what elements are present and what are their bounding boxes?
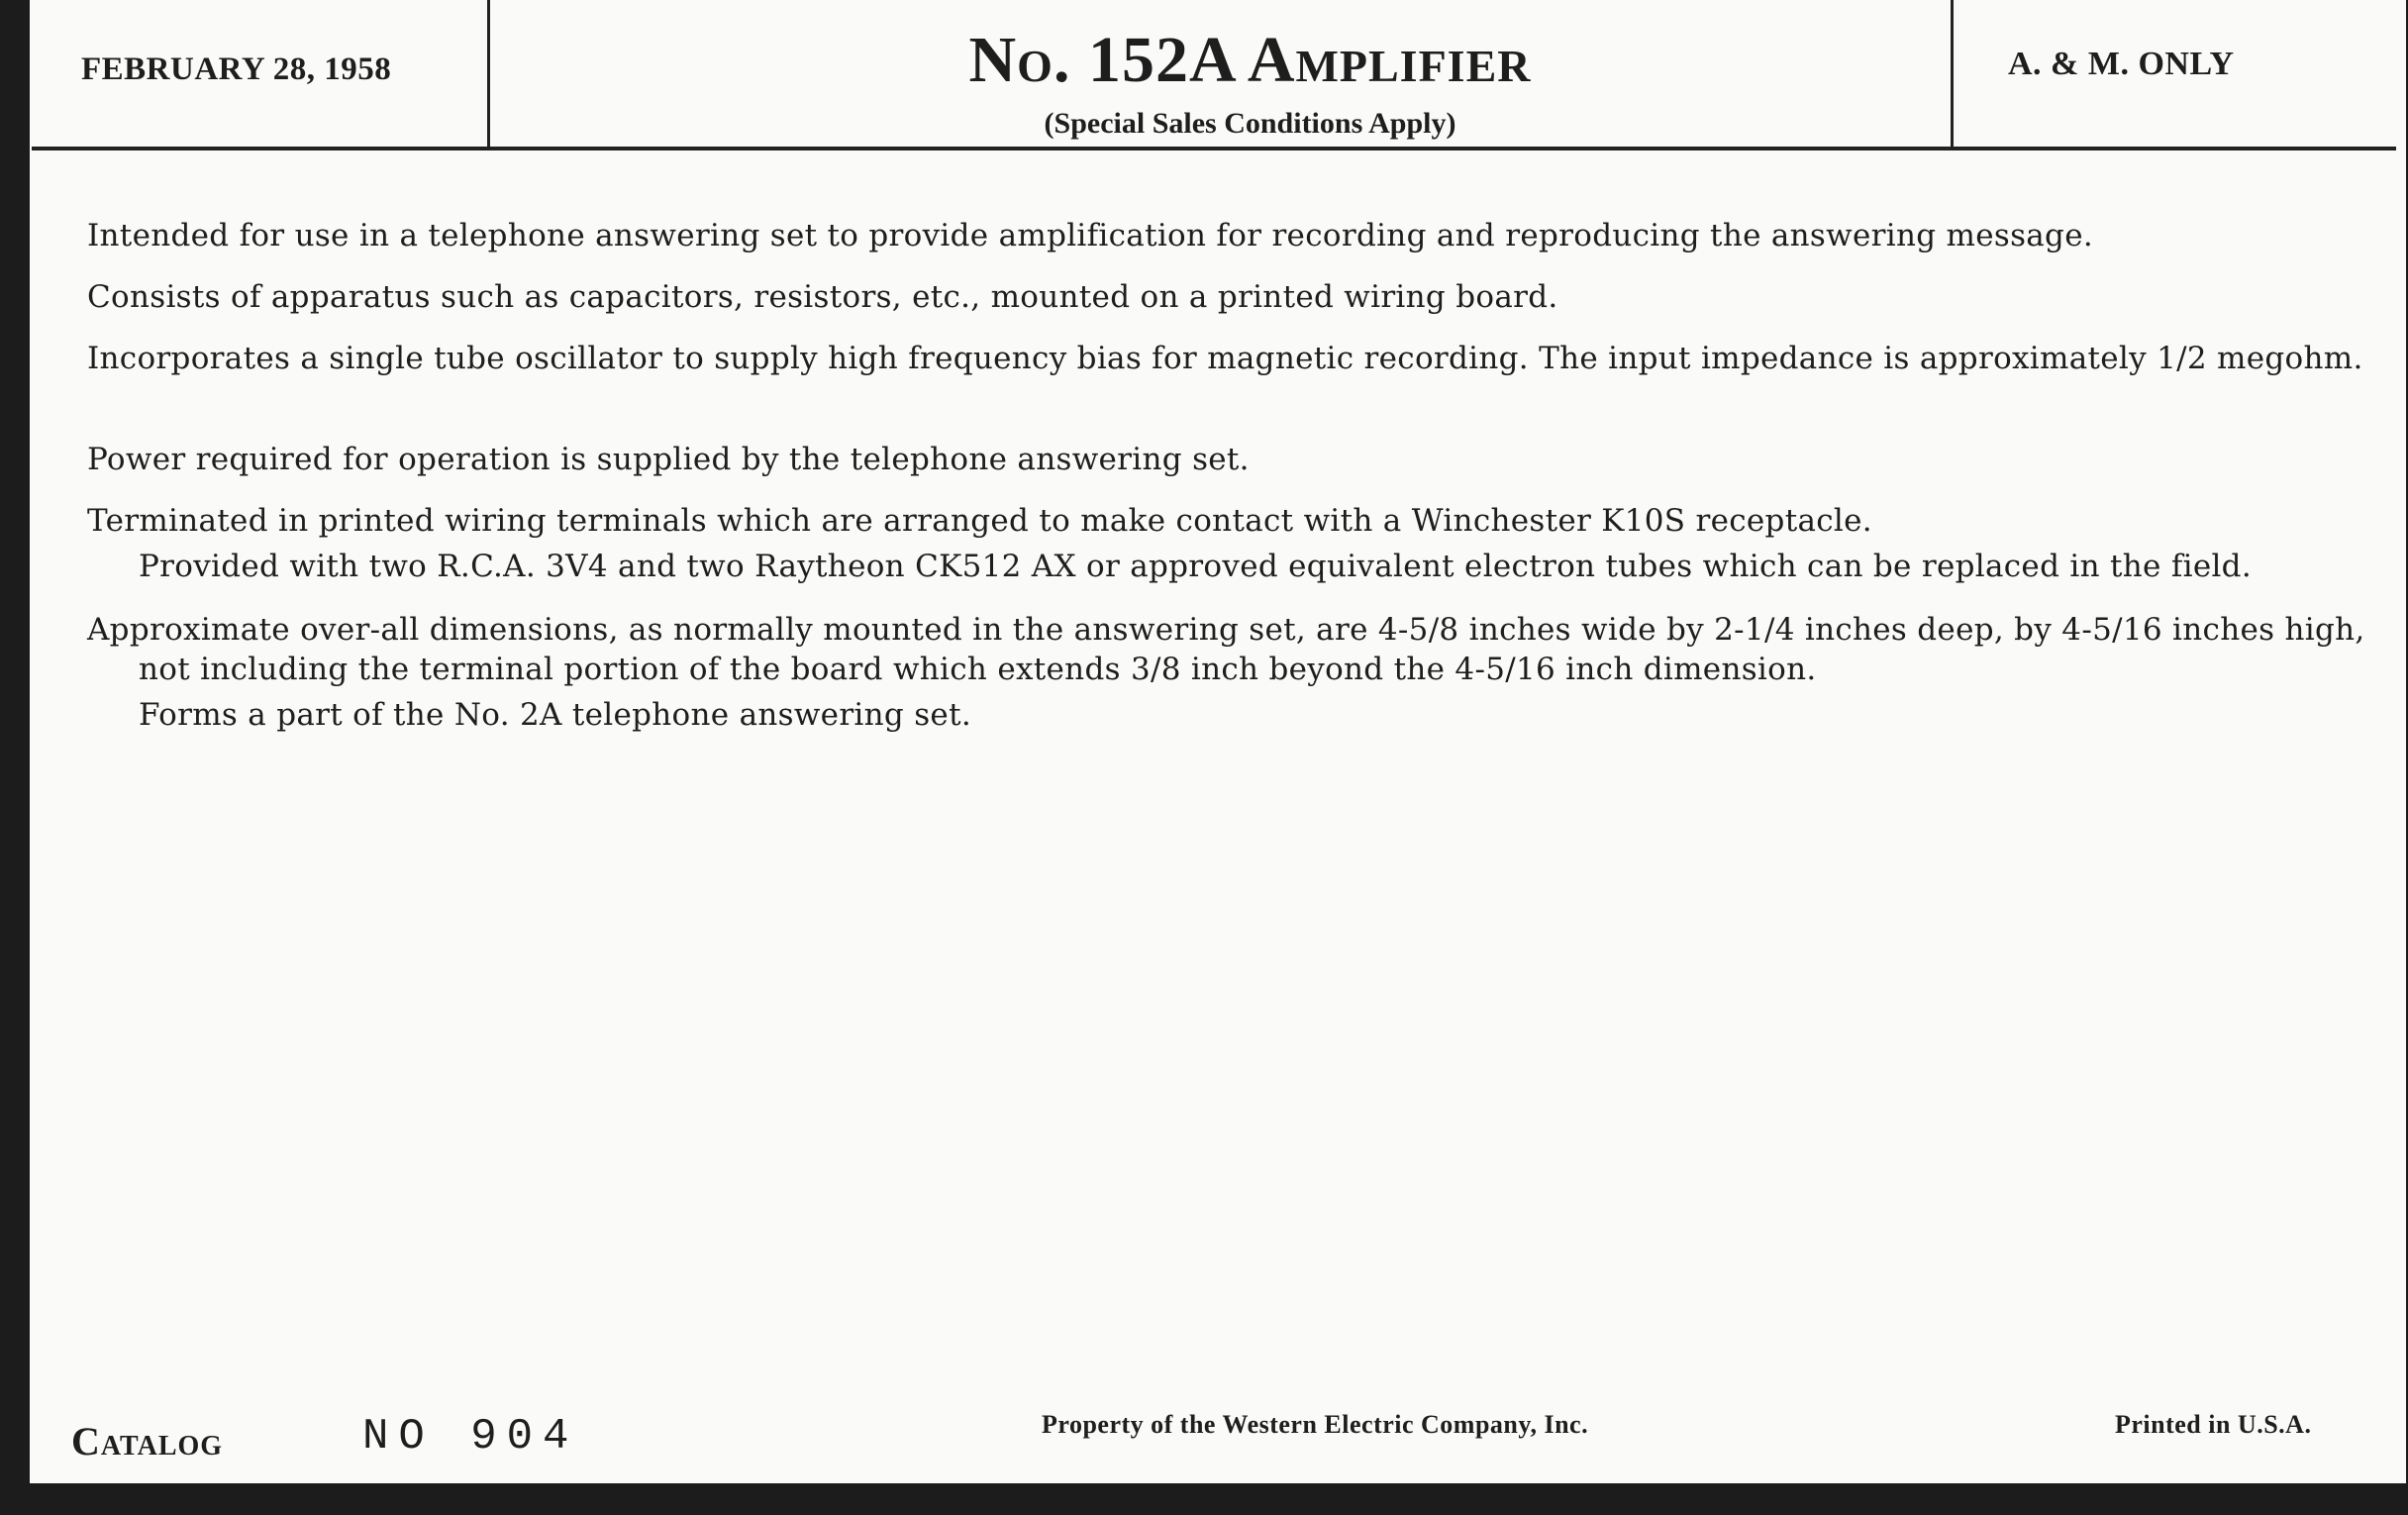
- paragraph-terminated: Terminated in printed wiring terminals which are arranged to make contact with a Winchester K10S receptacle.: [87, 503, 1872, 539]
- paragraph-tubes: Provided with two R.C.A. 3V4 and two Raytheon CK512 AX or approved equivalent electron tubes which can be replaced in the field.: [139, 549, 2252, 584]
- catalog-number: NO 904: [362, 1412, 579, 1462]
- paragraph-intended-use: Intended for use in a telephone answering set to provide amplification for recording and reproducing the answering message.: [87, 218, 2093, 253]
- property-notice: Property of the Western Electric Company, Inc.: [1042, 1410, 1589, 1439]
- printed-notice: Printed in U.S.A.: [2115, 1410, 2312, 1439]
- header-divider-right: [1951, 0, 1954, 147]
- paragraph-oscillator: Incorporates a single tube oscillator to supply high frequency bias for magnetic recording. The input impedance is approximately 1/2 megohm.: [87, 341, 2363, 376]
- header-divider-left: [487, 0, 490, 147]
- page-title: No. 152A Amplifier: [968, 24, 1532, 96]
- paragraph-consists: Consists of apparatus such as capacitors, resistors, etc., mounted on a printed wiring board.: [87, 279, 1558, 315]
- catalog-card: [30, 0, 2406, 1483]
- page-subtitle: (Special Sales Conditions Apply): [1044, 107, 1456, 140]
- paragraph-power: Power required for operation is supplied by the telephone answering set.: [87, 442, 1250, 477]
- paragraph-dimensions: Approximate over-all dimensions, as normally mounted in the answering set, are 4-5/8 inches wide by 2-1/4 inches deep, by 4-5/16 inches high, not including the terminal portion of the board which extends 3/8 inch beyond the 4-5/16 inch dimension.: [87, 612, 2365, 687]
- catalog-label: Catalog: [71, 1419, 224, 1464]
- paragraph-forms-part: Forms a part of the No. 2A telephone answering set.: [139, 697, 971, 733]
- restriction-label: A. & M. ONLY: [2008, 46, 2235, 82]
- issue-date: FEBRUARY 28, 1958: [81, 51, 392, 87]
- header-rule: [32, 147, 2396, 151]
